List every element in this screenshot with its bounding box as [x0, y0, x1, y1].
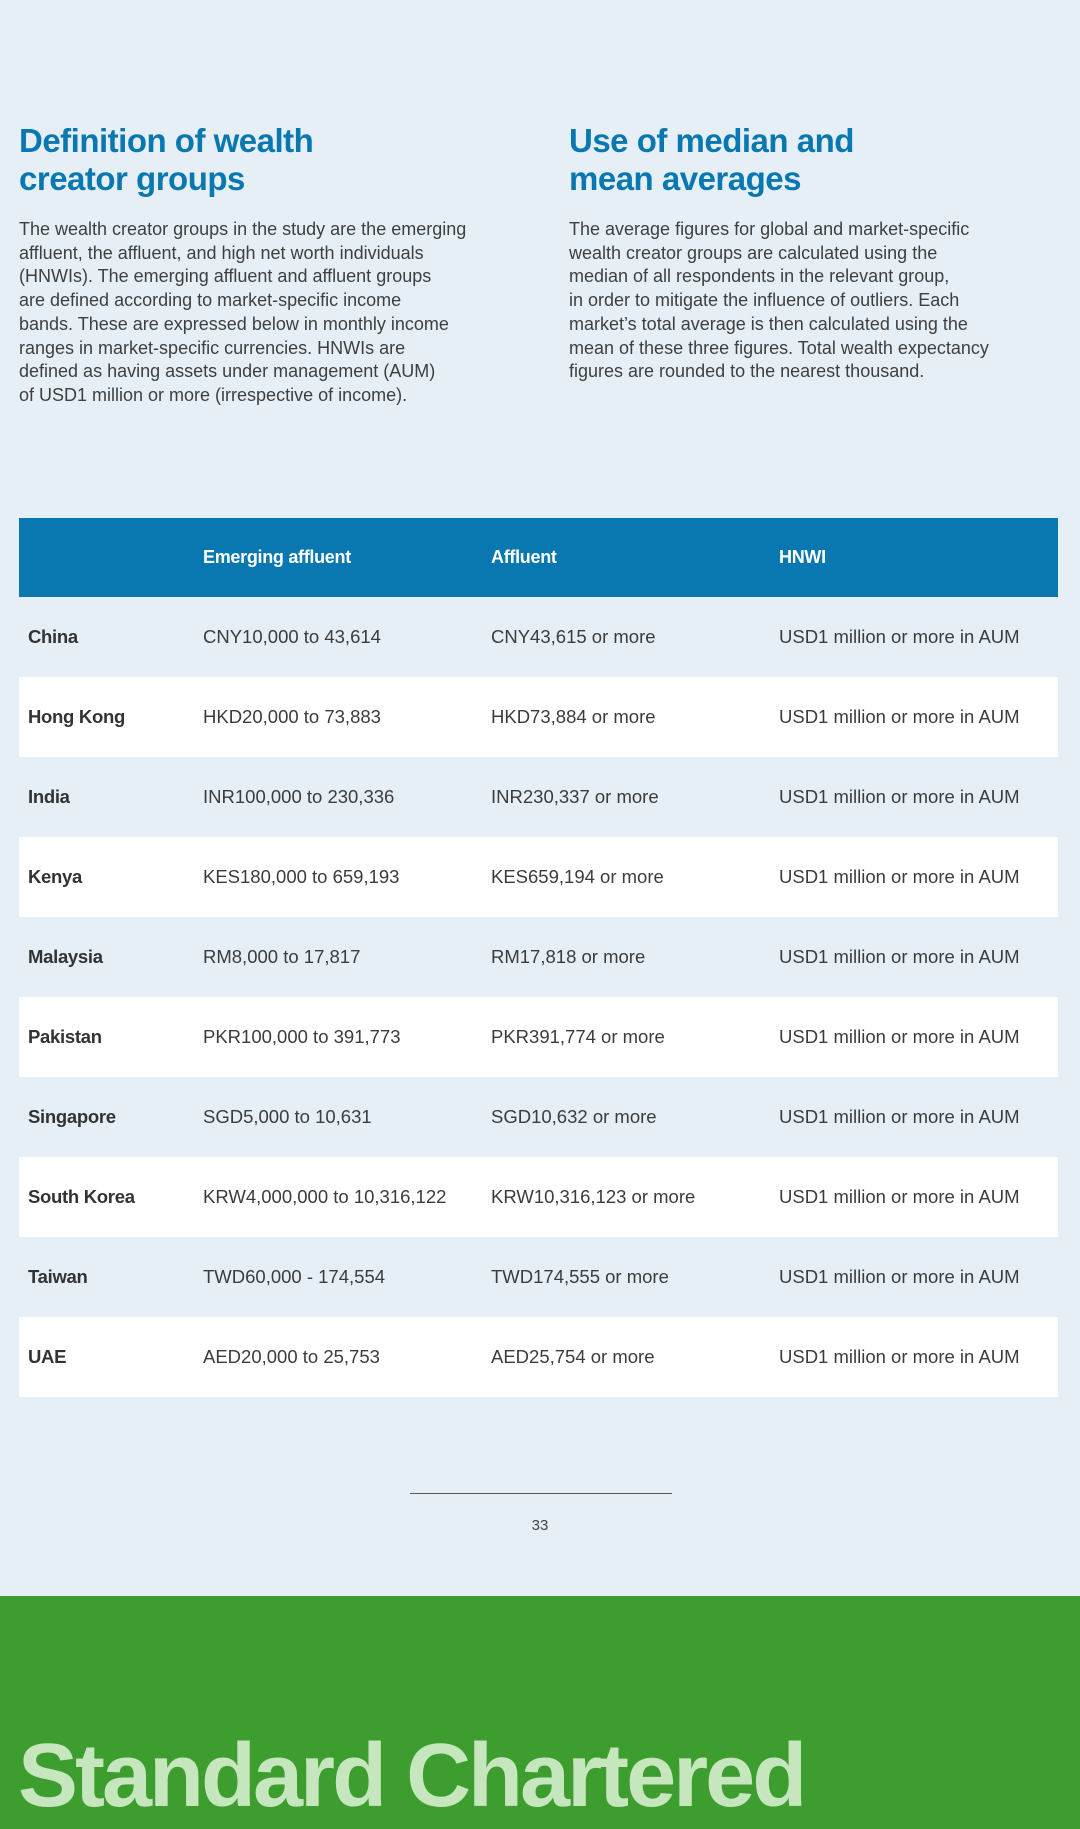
- title-line: Use of median and: [569, 122, 854, 159]
- body-line: The wealth creator groups in the study are the emerging: [19, 219, 467, 239]
- hnwi-cell: USD1 million or more in AUM: [770, 677, 1058, 757]
- emerging-affluent-cell: HKD20,000 to 73,883: [194, 677, 482, 757]
- table-row: [19, 597, 1058, 677]
- affluent-cell: RM17,818 or more: [491, 946, 646, 967]
- market-cell: Taiwan: [28, 1266, 88, 1287]
- affluent-cell: INR230,337 or more: [491, 786, 659, 807]
- title-line: mean averages: [569, 160, 801, 197]
- definition-section: [19, 122, 489, 408]
- body-line: in order to mitigate the influence of outliers. Each: [569, 290, 960, 311]
- hnwi-cell: USD1 million or more in AUM: [770, 1157, 1058, 1237]
- emerging-affluent-cell: TWD60,000 - 174,554: [203, 1266, 386, 1287]
- hnwi-cell: USD1 million or more in AUM: [779, 1106, 1020, 1127]
- hnwi-cell: USD1 million or more in AUM: [779, 1266, 1020, 1287]
- body-line: defined as having assets under management (AUM): [19, 361, 436, 382]
- table-row: [19, 1237, 1058, 1317]
- page-divider: [410, 1493, 672, 1494]
- averages-title: [569, 122, 1049, 198]
- emerging-affluent-cell: PKR100,000 to 391,773: [194, 997, 482, 1077]
- footer-banner: [0, 1596, 1080, 1829]
- header-affluent: Affluent: [482, 518, 770, 597]
- affluent-cell: HKD73,884 or more: [482, 677, 770, 757]
- body-line: affluent, the affluent, and high net worth individuals: [19, 242, 424, 263]
- hnwi-cell: USD1 million or more in AUM: [770, 837, 1058, 917]
- page-number: 33: [531, 1517, 549, 1534]
- body-line: figures are rounded to the nearest thousand.: [569, 361, 925, 382]
- table-row: [19, 1077, 1058, 1157]
- body-line: median of all respondents in the relevant group,: [569, 266, 950, 287]
- table-row: [19, 1157, 1058, 1237]
- market-cell: China: [28, 626, 78, 647]
- affluent-cell: SGD10,632 or more: [491, 1106, 657, 1127]
- body-line: (HNWIs). The emerging affluent and affluent groups: [19, 266, 432, 287]
- body-line: bands. These are expressed below in monthly income: [19, 313, 449, 334]
- emerging-affluent-cell: SGD5,000 to 10,631: [203, 1106, 372, 1127]
- title-line: Definition of wealth: [19, 122, 314, 159]
- body-line: wealth creator groups are calculated using the: [569, 242, 938, 263]
- table-row: [19, 757, 1058, 837]
- affluent-cell: KRW10,316,123 or more: [482, 1157, 770, 1237]
- emerging-affluent-cell: CNY10,000 to 43,614: [203, 626, 381, 647]
- header-emerging-affluent: Emerging affluent: [194, 518, 482, 597]
- brand-logo-text: Standard Chartered: [18, 1726, 805, 1826]
- affluent-cell: PKR391,774 or more: [482, 997, 770, 1077]
- body-line: mean of these three figures. Total wealth expectancy: [569, 337, 989, 358]
- header-hnwi: HNWI: [770, 518, 1058, 597]
- emerging-affluent-cell: INR100,000 to 230,336: [203, 786, 395, 807]
- table-row: [19, 917, 1058, 997]
- averages-body: [569, 218, 1049, 384]
- body-line: of USD1 million or more (irrespective of income).: [19, 384, 408, 405]
- hnwi-cell: USD1 million or more in AUM: [770, 997, 1058, 1077]
- emerging-affluent-cell: RM8,000 to 17,817: [203, 946, 361, 967]
- table-row: [19, 997, 1058, 1077]
- emerging-affluent-cell: KRW4,000,000 to 10,316,122: [194, 1157, 482, 1237]
- table-row: [19, 1317, 1058, 1397]
- hnwi-cell: USD1 million or more in AUM: [770, 1317, 1058, 1397]
- hnwi-cell: USD1 million or more in AUM: [779, 626, 1020, 647]
- definition-body: [19, 218, 489, 408]
- market-cell: Kenya: [19, 837, 194, 917]
- market-cell: UAE: [19, 1317, 194, 1397]
- hnwi-cell: USD1 million or more in AUM: [779, 786, 1020, 807]
- table-row: [19, 837, 1058, 917]
- body-line: are defined according to market-specific income: [19, 290, 402, 311]
- affluent-cell: AED25,754 or more: [482, 1317, 770, 1397]
- body-line: The average figures for global and market-specific: [569, 219, 970, 239]
- table-row: [19, 677, 1058, 757]
- definition-title: [19, 122, 489, 198]
- market-cell: Hong Kong: [19, 677, 194, 757]
- market-cell: Singapore: [28, 1106, 116, 1127]
- body-line: ranges in market-specific currencies. HNWIs are: [19, 337, 406, 358]
- affluent-cell: KES659,194 or more: [482, 837, 770, 917]
- table-header-row: [19, 518, 1058, 597]
- body-line: market’s total average is then calculated using the: [569, 313, 968, 334]
- market-cell: Malaysia: [28, 946, 103, 967]
- title-line: creator groups: [19, 160, 245, 197]
- emerging-affluent-cell: KES180,000 to 659,193: [194, 837, 482, 917]
- market-cell: India: [28, 786, 70, 807]
- market-cell: South Korea: [19, 1157, 194, 1237]
- income-bands-table: [19, 518, 1058, 1397]
- hnwi-cell: USD1 million or more in AUM: [779, 946, 1020, 967]
- affluent-cell: CNY43,615 or more: [491, 626, 656, 647]
- averages-section: [569, 122, 1049, 384]
- header-market: [19, 518, 194, 597]
- affluent-cell: TWD174,555 or more: [491, 1266, 669, 1287]
- market-cell: Pakistan: [19, 997, 194, 1077]
- emerging-affluent-cell: AED20,000 to 25,753: [194, 1317, 482, 1397]
